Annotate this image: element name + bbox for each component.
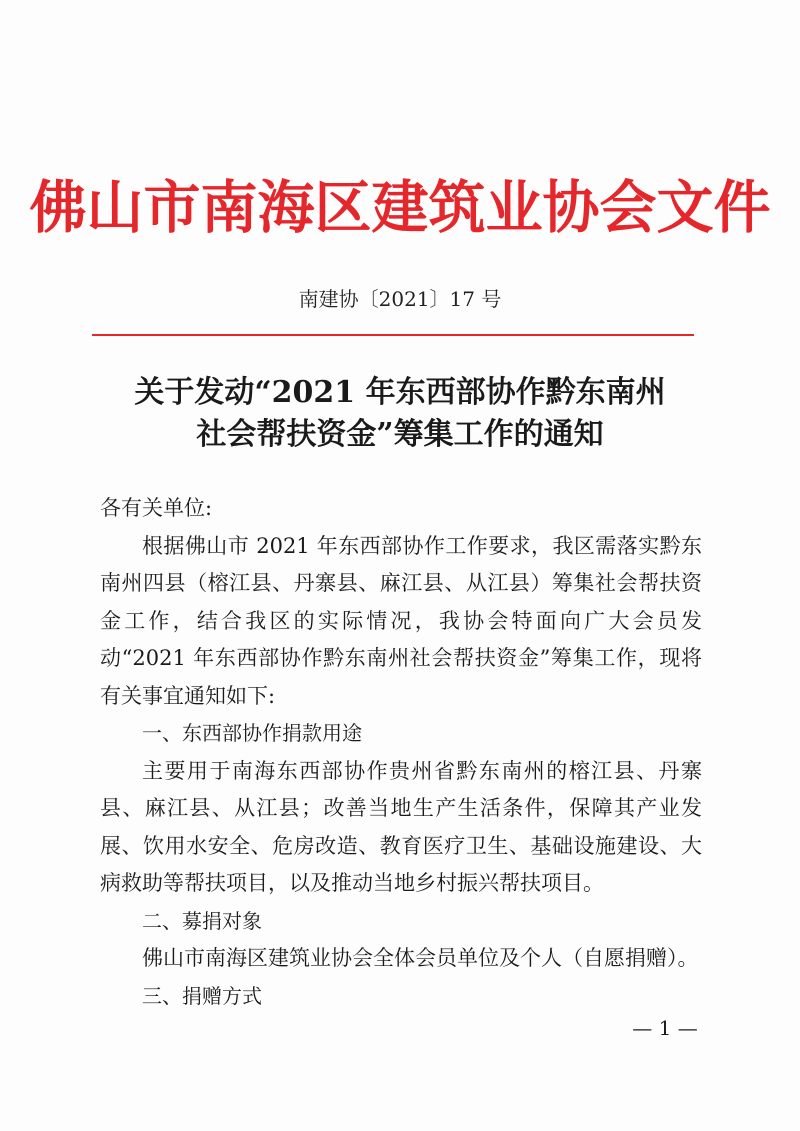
document-number: 南建协〔2021〕17 号 xyxy=(298,287,502,311)
title-line-1: 关于发动“2021 年东西部协作黔东南州 xyxy=(134,375,666,410)
document-title xyxy=(0,372,800,456)
document-body xyxy=(100,490,702,1015)
intro-paragraph: 根据佛山市 2021 年东西部协作工作要求，我区需落实黔东南州四县（榕江县、丹寨县、麻江县、从江县）筹集社会帮扶资金工作，结合我区的实际情况，我协会特面向广大会员发动“2021 年东西部协作黔东南州社会帮扶资金”筹集工作，现将有关事宜通知如下: xyxy=(100,533,702,708)
section-2-paragraph: 佛山市南海区建筑业协会全体会员单位及个人（自愿捐赠）。 xyxy=(142,946,699,970)
section-1-heading: 一、东西部协作捐款用途 xyxy=(142,721,362,745)
section-2-heading: 二、募捐对象 xyxy=(142,908,262,933)
section-1-paragraph: 主要用于南海东西部协作贵州省黔东南州的榕江县、丹寨县、麻江县、从江县；改善当地生产生活条件，保障其产业发展、饮用水安全、危房改造、教育医疗卫生、基础设施建设、大病救助等帮扶项目，以及推动当地乡村振兴帮扶项目。 xyxy=(100,758,702,895)
page-number: — 1 — xyxy=(632,1016,698,1040)
section-3-heading: 三、捐赠方式 xyxy=(142,983,262,1008)
red-divider-line xyxy=(92,334,694,336)
salutation: 各有关单位: xyxy=(100,496,213,520)
title-line-2: 社会帮扶资金”筹集工作的通知 xyxy=(196,417,604,452)
organization-header: 佛山市南海区建筑业协会文件 xyxy=(29,175,771,241)
